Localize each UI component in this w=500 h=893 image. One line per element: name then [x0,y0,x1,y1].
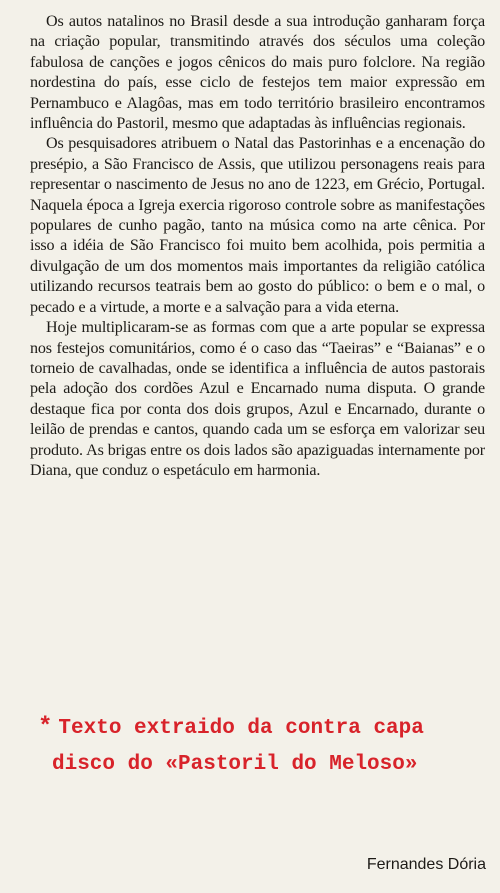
note-line-1: Texto extraido da contra capa [58,717,424,740]
source-note [38,710,488,783]
author-signature: Fernandes Dória [366,856,486,873]
asterisk-mark: * [38,714,53,741]
paragraph-1: Os autos natalinos no Brasil desde a sua introdução ganharam força na criação popular, transmitindo através dos séculos uma coleção fabulosa de canções e jogos cênicos do mais puro folclore. Na região nordestina do país, esse ciclo de festejos tem maior expressão em Pernambuco e Alagôas, mas em todo território brasileiro encontramos influência do Pastoril, mesmo que adaptadas às influências regionais. [30,13,485,133]
paragraph-3: Hoje multiplicaram-se as formas com que a arte popular se expressa nos festejos comunitários, como é o caso das “Taeiras” e “Baianas” e o torneio de cavalhadas, onde se identifica a influência de autos pastorais pela adoção dos cordões Azul e Encarnado numa disputa. O grande destaque fica por conta dos dois grupos, Azul e Encarnado, durante o leilão de prendas e cantos, quando cada um se esforça em valorizar seu produto. As brigas entre os dois lados são apaziguadas internamente por Diana, que conduz o espetáculo em harmonia. [30,319,485,479]
article-body [30,12,485,481]
paragraph-2: Os pesquisadores atribuem o Natal das Pastorinhas e a encenação do presépio, a São Francisco de Assis, que utilizou personagens reais para representar o nascimento de Jesus no ano de 1223, em Grécio, Portugal. Naquela época a Igreja exercia rigoroso controle sobre as manifestações populares de cunho pagão, tanto na música como na arte cênica. Por isso a idéia de São Francisco foi muito bem acolhida, pois permitia a divulgação de um dos momentos mais importantes da religião católica utilizando recursos teatrais bem ao gosto do público: o bem e o mal, o pecado e a virtude, a morte e a salvação para a vida eterna. [30,135,485,316]
note-line-2: disco do «Pastoril do Meloso» [52,753,418,776]
